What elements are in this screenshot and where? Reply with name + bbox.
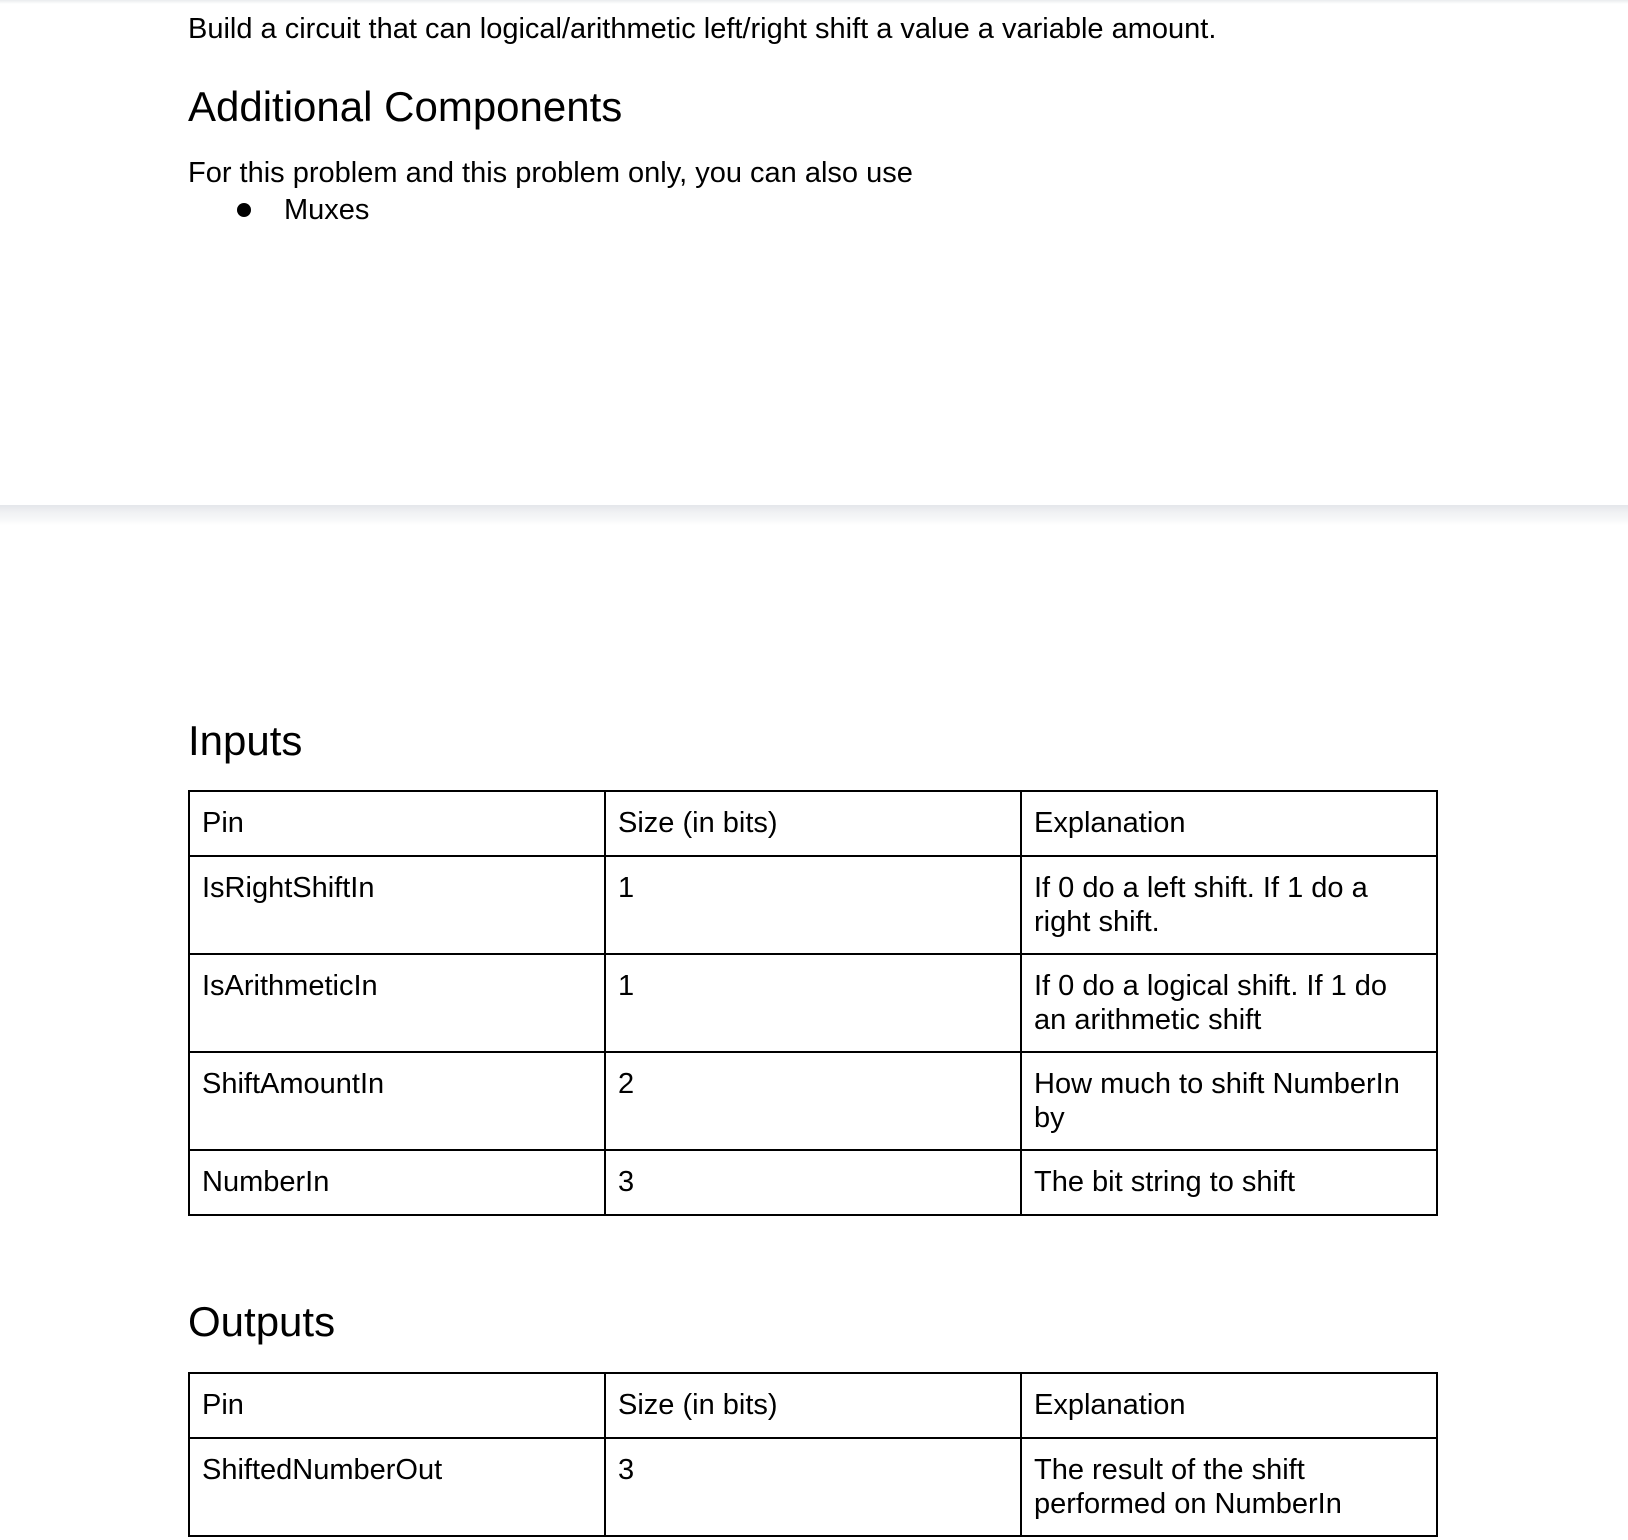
inputs-table — [188, 790, 1438, 1216]
size-cell: 3 — [605, 1150, 1021, 1215]
explanation-cell: How much to shift NumberIn by — [1021, 1052, 1437, 1150]
table-header-row — [189, 791, 1437, 856]
column-header-explanation: Explanation — [1021, 1373, 1437, 1438]
outputs-table — [188, 1372, 1438, 1537]
explanation-cell: The result of the shift performed on NumberIn — [1021, 1438, 1437, 1536]
column-header-explanation: Explanation — [1021, 791, 1437, 856]
additional-components-list — [188, 193, 369, 227]
size-cell: 1 — [605, 856, 1021, 954]
explanation-cell: If 0 do a logical shift. If 1 do an arithmetic shift — [1021, 954, 1437, 1052]
size-cell: 2 — [605, 1052, 1021, 1150]
table-header-row — [189, 1373, 1437, 1438]
size-cell: 3 — [605, 1438, 1021, 1536]
column-header-pin: Pin — [189, 1373, 605, 1438]
pin-cell: IsRightShiftIn — [189, 856, 605, 954]
table-row — [189, 954, 1437, 1052]
explanation-cell: The bit string to shift — [1021, 1150, 1437, 1215]
column-header-size: Size (in bits) — [605, 791, 1021, 856]
table-row — [189, 856, 1437, 954]
list-item — [188, 193, 369, 227]
bullet-icon — [237, 203, 251, 217]
table-row — [189, 1052, 1437, 1150]
pin-cell: ShiftAmountIn — [189, 1052, 605, 1150]
additional-components-heading: Additional Components — [188, 83, 623, 130]
pin-cell: ShiftedNumberOut — [189, 1438, 605, 1536]
explanation-cell: If 0 do a left shift. If 1 do a right shift. — [1021, 856, 1437, 954]
pin-cell: NumberIn — [189, 1150, 605, 1215]
outputs-heading: Outputs — [188, 1298, 336, 1345]
page-break — [0, 505, 1628, 525]
list-item-label: Muxes — [284, 194, 370, 226]
inputs-heading: Inputs — [188, 717, 303, 764]
additional-components-text: For this problem and this problem only, you can also use — [188, 157, 913, 189]
page-top-shadow — [0, 0, 1628, 4]
pin-cell: IsArithmeticIn — [189, 954, 605, 1052]
column-header-size: Size (in bits) — [605, 1373, 1021, 1438]
intro-text: Build a circuit that can logical/arithmetic left/right shift a value a variable amount. — [188, 13, 1217, 45]
size-cell: 1 — [605, 954, 1021, 1052]
column-header-pin: Pin — [189, 791, 605, 856]
table-row — [189, 1438, 1437, 1536]
table-row — [189, 1150, 1437, 1215]
